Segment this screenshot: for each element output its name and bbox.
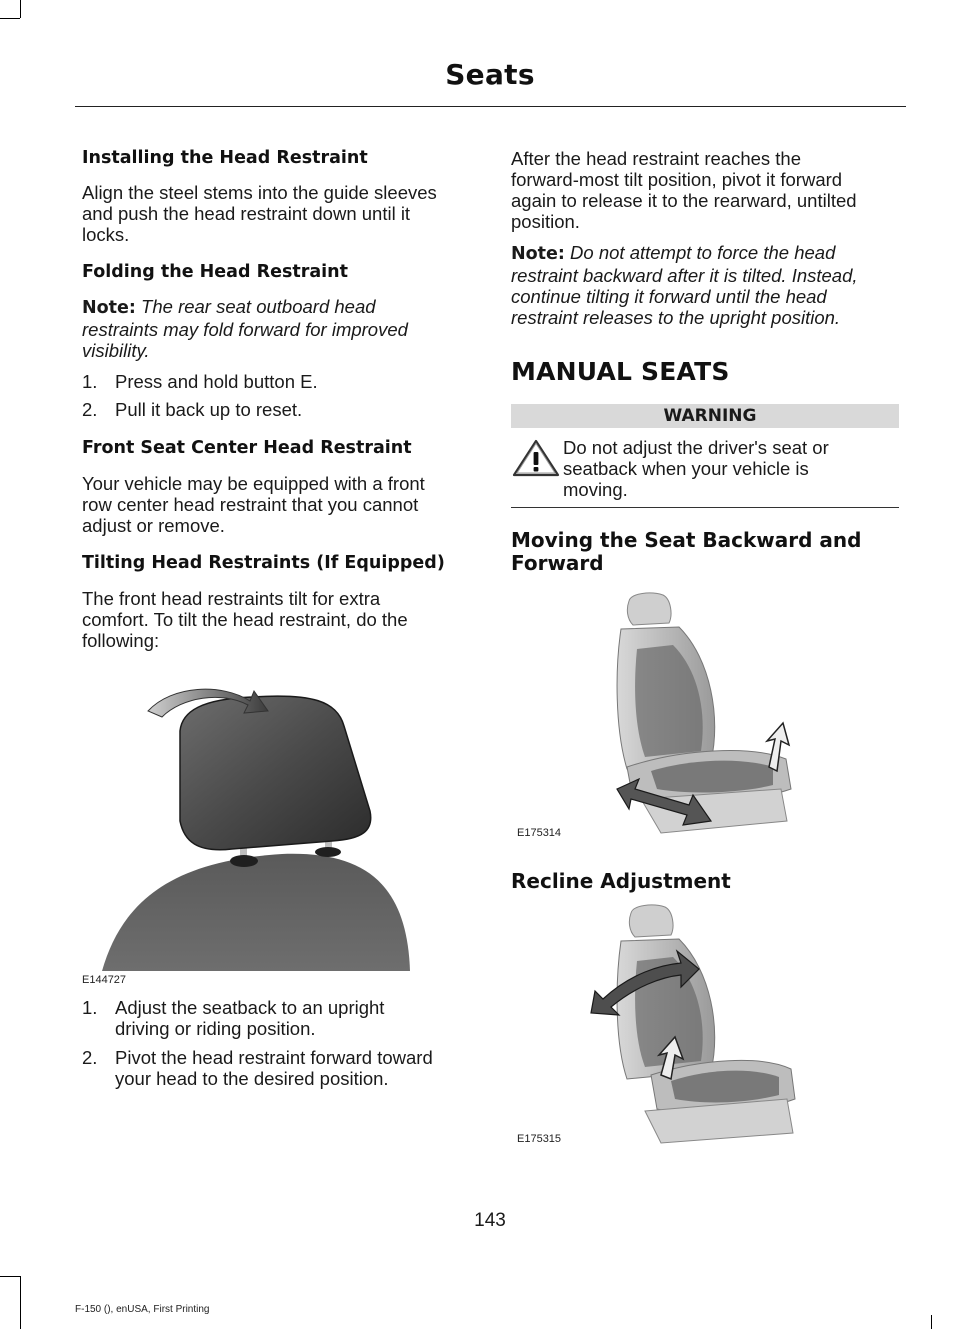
warning-line-1: Do not adjust the driver's seat or [563, 437, 829, 458]
crop-mark [0, 18, 20, 19]
tilt-note-line-1: Do not attempt to force the head [564, 242, 836, 263]
warning-triangle-icon [511, 437, 563, 500]
seat-fore-aft-illustration [511, 589, 901, 851]
list-text [115, 997, 472, 1039]
list-item [82, 399, 472, 420]
list-text: Pull it back up to reset. [115, 399, 303, 420]
tilt-continued-line-3: again to release it to the rearward, untilted [511, 190, 857, 211]
warning-body [511, 428, 899, 508]
note-label: Note: [511, 244, 565, 264]
list-text-line-2: driving or riding position. [115, 1018, 316, 1039]
crop-mark [20, 1276, 21, 1329]
warning-triangle-icon-svg [511, 437, 561, 479]
list-number: 1. [82, 997, 98, 1018]
tilt-note-line-3: continue tilting it forward until the head [511, 286, 827, 307]
folding-note-line-3: visibility. [82, 340, 150, 361]
installing-text [82, 182, 472, 245]
list-item [82, 371, 472, 392]
list-number: 2. [82, 399, 98, 420]
tilt-continued-line-1: After the head restraint reaches the [511, 148, 802, 169]
print-info: F-150 (), enUSA, First Printing [75, 1304, 210, 1315]
title-divider [75, 106, 906, 107]
note-label: Note: [82, 298, 136, 318]
folding-note-line-1: The rear seat outboard head [135, 296, 376, 317]
page-number: 143 [474, 1210, 506, 1231]
seat-recline-figure [511, 903, 901, 1165]
manual-seats-heading: MANUAL SEATS [511, 357, 730, 386]
center-text [82, 473, 472, 536]
center-line-1: Your vehicle may be equipped with a front [82, 473, 425, 494]
recline-heading: Recline Adjustment [511, 869, 731, 893]
moving-seat-heading-line-1: Moving the Seat Backward and [511, 528, 862, 552]
list-text-line-2: your head to the desired position. [115, 1068, 389, 1089]
tilting-text [82, 588, 472, 651]
tilting-line-2: comfort. To tilt the head restraint, do the [82, 609, 408, 630]
head-restraint-illustration [82, 671, 472, 987]
center-line-3: adjust or remove. [82, 515, 225, 536]
warning-line-2: seatback when your vehicle is [563, 458, 809, 479]
tilt-note-line-2: restraint backward after it is tilted. Instead, [511, 265, 858, 286]
center-heading: Front Seat Center Head Restraint [82, 438, 412, 458]
warning-line-3: moving. [563, 479, 628, 500]
moving-seat-heading [511, 529, 901, 575]
seat-recline-illustration [511, 903, 901, 1165]
list-number: 1. [82, 371, 98, 392]
tilt-continued-text [511, 148, 901, 232]
list-item [82, 997, 472, 1039]
page-title: Seats [445, 58, 535, 91]
tilting-line-3: following: [82, 630, 160, 651]
folding-note-line-2: restraints may fold forward for improved [82, 319, 408, 340]
left-column [82, 146, 472, 1089]
center-line-2: row center head restraint that you cannot [82, 494, 419, 515]
list-item [82, 1047, 472, 1089]
head-restraint-figure [82, 671, 472, 987]
warning-text [563, 437, 829, 500]
crop-mark [0, 1276, 20, 1277]
warning-label: WARNING [511, 404, 899, 428]
installing-line-2: and push the head restraint down until it [82, 203, 411, 224]
folding-heading: Folding the Head Restraint [82, 262, 348, 282]
tilting-heading: Tilting Head Restraints (If Equipped) [82, 553, 445, 573]
list-text [115, 1047, 472, 1089]
tilt-note [511, 242, 901, 328]
list-number: 2. [82, 1047, 98, 1068]
folding-note [82, 296, 472, 361]
list-text-line-1: Adjust the seatback to an upright [115, 997, 385, 1018]
crop-mark [20, 0, 21, 18]
tilt-note-line-4: restraint releases to the upright position. [511, 307, 841, 328]
figure-code: E175315 [517, 1133, 562, 1145]
tilt-continued-line-4: position. [511, 211, 580, 232]
figure-code: E175314 [517, 827, 562, 839]
right-column [511, 146, 901, 1165]
list-text-line-1: Pivot the head restraint forward toward [115, 1047, 433, 1068]
tilt-continued-line-2: forward-most tilt position, pivot it forward [511, 169, 843, 190]
installing-line-3: locks. [82, 224, 130, 245]
crop-mark [931, 1315, 932, 1329]
warning-box [511, 404, 899, 508]
list-text: Press and hold button E. [115, 371, 318, 392]
figure-code: E144727 [82, 974, 127, 986]
moving-seat-heading-line-2: Forward [511, 551, 604, 575]
installing-heading: Installing the Head Restraint [82, 148, 368, 168]
tilting-line-1: The front head restraints tilt for extra [82, 588, 381, 609]
installing-line-1: Align the steel stems into the guide sleeves [82, 182, 437, 203]
seat-fore-aft-figure [511, 589, 901, 851]
